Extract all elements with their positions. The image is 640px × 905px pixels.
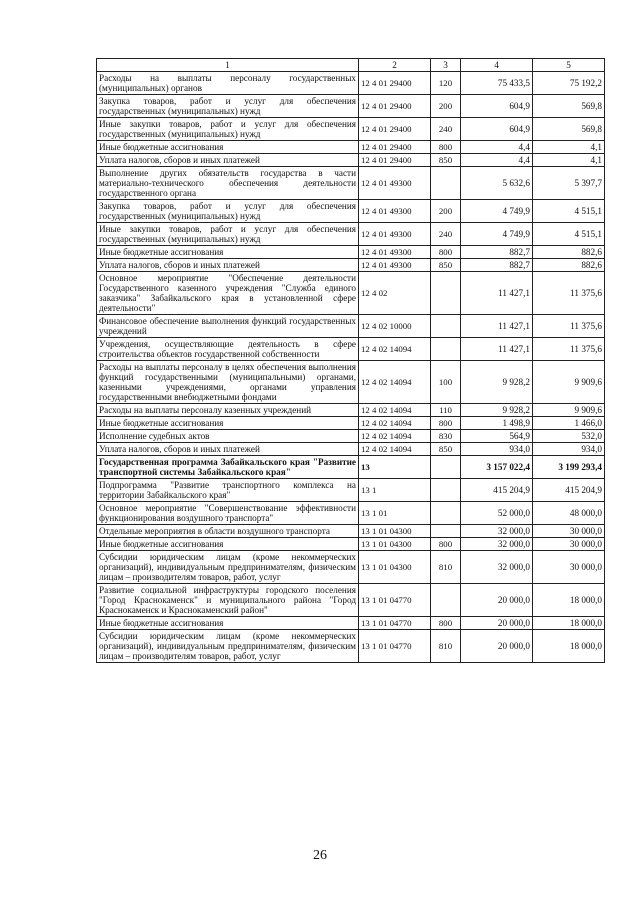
- table-row: [97, 118, 605, 141]
- row-value-year-2: 4,1: [533, 141, 605, 154]
- row-value-year-2: 30 000,0: [533, 551, 605, 584]
- row-value-year-1: 75 433,5: [461, 72, 533, 95]
- table-header-row: [97, 59, 605, 72]
- row-value-year-1: 604,9: [461, 95, 533, 118]
- row-expense-type: 200: [431, 95, 461, 118]
- row-value-year-1: 52 000,0: [461, 502, 533, 525]
- row-value-year-2: 48 000,0: [533, 502, 605, 525]
- row-name: Иные бюджетные ассигнования: [97, 246, 359, 259]
- table-row: [97, 361, 605, 404]
- row-name: Иные бюджетные ассигнования: [97, 141, 359, 154]
- row-value-year-2: 532,0: [533, 430, 605, 443]
- row-value-year-2: 1 466,0: [533, 417, 605, 430]
- table-row: [97, 443, 605, 456]
- row-name: Иные закупки товаров, работ и услуг для обеспечения государственных (муниципальных) нужд: [97, 118, 359, 141]
- row-code: 13 1 01: [359, 502, 431, 525]
- row-expense-type: [431, 272, 461, 315]
- row-expense-type: 120: [431, 72, 461, 95]
- row-value-year-2: 569,8: [533, 118, 605, 141]
- row-value-year-1: 5 632,6: [461, 167, 533, 200]
- row-expense-type: 850: [431, 443, 461, 456]
- row-name: Учреждения, осуществляющие деятельность в сфере строительства объектов государственной собственности: [97, 338, 359, 361]
- row-name: Основное мероприятие "Совершенствование эффективности функционирования воздушного транспорта": [97, 502, 359, 525]
- table-row: [97, 584, 605, 617]
- row-expense-type: 830: [431, 430, 461, 443]
- row-value-year-1: 604,9: [461, 118, 533, 141]
- table-row: [97, 502, 605, 525]
- row-value-year-2: 4 515,1: [533, 223, 605, 246]
- row-value-year-1: 11 427,1: [461, 338, 533, 361]
- row-value-year-1: 3 157 022,4: [461, 456, 533, 479]
- row-code: 12 4 02 14094: [359, 361, 431, 404]
- row-expense-type: [431, 456, 461, 479]
- table-row: [97, 551, 605, 584]
- row-value-year-2: 11 375,6: [533, 338, 605, 361]
- row-value-year-1: 9 928,2: [461, 361, 533, 404]
- row-value-year-1: 4,4: [461, 154, 533, 167]
- budget-document: [96, 58, 604, 663]
- row-value-year-2: 30 000,0: [533, 525, 605, 538]
- row-code: 13 1 01 04770: [359, 584, 431, 617]
- row-value-year-2: 9 909,6: [533, 361, 605, 404]
- row-name: Государственная программа Забайкальского края "Развитие транспортной системы Забайкальского края": [97, 456, 359, 479]
- row-name: Уплата налогов, сборов и иных платежей: [97, 259, 359, 272]
- row-expense-type: 240: [431, 223, 461, 246]
- row-code: 12 4 02 14094: [359, 404, 431, 417]
- row-name: Закупка товаров, работ и услуг для обеспечения государственных (муниципальных) нужд: [97, 200, 359, 223]
- row-value-year-1: 934,0: [461, 443, 533, 456]
- row-value-year-2: 30 000,0: [533, 538, 605, 551]
- row-value-year-2: 11 375,6: [533, 272, 605, 315]
- row-value-year-2: 5 397,7: [533, 167, 605, 200]
- row-value-year-1: 32 000,0: [461, 538, 533, 551]
- row-value-year-2: 4 515,1: [533, 200, 605, 223]
- row-name: Уплата налогов, сборов и иных платежей: [97, 154, 359, 167]
- row-expense-type: 810: [431, 551, 461, 584]
- row-value-year-2: 18 000,0: [533, 584, 605, 617]
- table-row: [97, 479, 605, 502]
- row-code: 12 4 01 49300: [359, 200, 431, 223]
- row-value-year-1: 415 204,9: [461, 479, 533, 502]
- table-row: [97, 525, 605, 538]
- table-row: [97, 417, 605, 430]
- header-col-4: 4: [461, 59, 533, 72]
- row-value-year-1: 4,4: [461, 141, 533, 154]
- row-code: 12 4 02 14094: [359, 443, 431, 456]
- row-code: 12 4 01 29400: [359, 154, 431, 167]
- row-expense-type: 800: [431, 417, 461, 430]
- row-code: 12 4 02 10000: [359, 315, 431, 338]
- row-value-year-1: 564,9: [461, 430, 533, 443]
- row-value-year-2: 882,6: [533, 259, 605, 272]
- row-name: Иные бюджетные ассигнования: [97, 538, 359, 551]
- row-expense-type: 110: [431, 404, 461, 417]
- row-value-year-1: 882,7: [461, 246, 533, 259]
- row-expense-type: [431, 584, 461, 617]
- table-body: [97, 72, 605, 663]
- row-expense-type: [431, 502, 461, 525]
- table-row: [97, 630, 605, 663]
- row-expense-type: 800: [431, 246, 461, 259]
- budget-table: [96, 58, 605, 663]
- row-value-year-2: 75 192,2: [533, 72, 605, 95]
- row-name: Иные бюджетные ассигнования: [97, 617, 359, 630]
- row-value-year-2: 11 375,6: [533, 315, 605, 338]
- row-name: Субсидии юридическим лицам (кроме некоммерческих организаций), индивидуальным предпринимателям, физическим лицам – производителям товаров, работ, услуг: [97, 551, 359, 584]
- row-value-year-1: 32 000,0: [461, 551, 533, 584]
- row-expense-type: [431, 525, 461, 538]
- row-value-year-1: 9 928,2: [461, 404, 533, 417]
- table-row: [97, 246, 605, 259]
- row-name: Финансовое обеспечение выполнения функций государственных учреждений: [97, 315, 359, 338]
- row-name: Развитие социальной инфраструктуры городского поселения "Город Краснокаменск" и муниципального района "Город Краснокаменск и Краснокаменский район": [97, 584, 359, 617]
- row-name: Закупка товаров, работ и услуг для обеспечения государственных (муниципальных) нужд: [97, 95, 359, 118]
- row-code: 13: [359, 456, 431, 479]
- row-name: Отдельные мероприятия в области воздушного транспорта: [97, 525, 359, 538]
- row-value-year-1: 4 749,9: [461, 223, 533, 246]
- row-name: Иные бюджетные ассигнования: [97, 417, 359, 430]
- row-code: 12 4 01 49300: [359, 246, 431, 259]
- table-row: [97, 154, 605, 167]
- row-expense-type: 850: [431, 154, 461, 167]
- row-name: Исполнение судебных актов: [97, 430, 359, 443]
- row-value-year-1: 4 749,9: [461, 200, 533, 223]
- table-row: [97, 200, 605, 223]
- row-value-year-2: 9 909,6: [533, 404, 605, 417]
- table-row: [97, 272, 605, 315]
- row-code: 13 1 01 04770: [359, 617, 431, 630]
- row-value-year-2: 18 000,0: [533, 617, 605, 630]
- row-value-year-1: 11 427,1: [461, 272, 533, 315]
- row-code: 12 4 01 29400: [359, 118, 431, 141]
- row-expense-type: 810: [431, 630, 461, 663]
- row-expense-type: 800: [431, 538, 461, 551]
- row-expense-type: [431, 338, 461, 361]
- table-row: [97, 141, 605, 154]
- row-expense-type: [431, 167, 461, 200]
- row-code: 12 4 01 49300: [359, 167, 431, 200]
- row-code: 12 4 02 14094: [359, 430, 431, 443]
- row-expense-type: 200: [431, 200, 461, 223]
- row-value-year-1: 1 498,9: [461, 417, 533, 430]
- row-code: 13 1 01 04300: [359, 551, 431, 584]
- row-code: 12 4 01 29400: [359, 141, 431, 154]
- row-code: 12 4 01 29400: [359, 95, 431, 118]
- table-row: [97, 456, 605, 479]
- row-name: Расходы на выплаты персоналу в целях обеспечения выполнения функций государственными (муниципальными) органами, казенными учреждениями, органами управления государственными внебюджетными фондами: [97, 361, 359, 404]
- table-row: [97, 338, 605, 361]
- row-value-year-1: 20 000,0: [461, 584, 533, 617]
- row-code: 12 4 01 29400: [359, 72, 431, 95]
- header-col-5: 5: [533, 59, 605, 72]
- row-name: Уплата налогов, сборов и иных платежей: [97, 443, 359, 456]
- row-expense-type: 240: [431, 118, 461, 141]
- row-value-year-2: 415 204,9: [533, 479, 605, 502]
- table-row: [97, 430, 605, 443]
- row-code: 13 1: [359, 479, 431, 502]
- row-code: 12 4 01 49300: [359, 259, 431, 272]
- row-expense-type: 850: [431, 259, 461, 272]
- row-expense-type: [431, 315, 461, 338]
- table-row: [97, 538, 605, 551]
- row-value-year-1: 20 000,0: [461, 617, 533, 630]
- row-name: Иные закупки товаров, работ и услуг для обеспечения государственных (муниципальных) нужд: [97, 223, 359, 246]
- row-name: Подпрограмма "Развитие транспортного комплекса на территории Забайкальского края": [97, 479, 359, 502]
- row-value-year-1: 11 427,1: [461, 315, 533, 338]
- row-code: 12 4 02 14094: [359, 338, 431, 361]
- table-row: [97, 259, 605, 272]
- table-row: [97, 315, 605, 338]
- page-number: 26: [313, 848, 327, 863]
- row-expense-type: 800: [431, 617, 461, 630]
- header-col-3: 3: [431, 59, 461, 72]
- row-value-year-2: 3 199 293,4: [533, 456, 605, 479]
- header-col-2: 2: [359, 59, 431, 72]
- row-value-year-2: 569,8: [533, 95, 605, 118]
- row-code: 13 1 01 04770: [359, 630, 431, 663]
- row-expense-type: 100: [431, 361, 461, 404]
- row-value-year-1: 32 000,0: [461, 525, 533, 538]
- row-value-year-1: 20 000,0: [461, 630, 533, 663]
- row-code: 13 1 01 04300: [359, 525, 431, 538]
- row-expense-type: 800: [431, 141, 461, 154]
- row-code: 13 1 01 04300: [359, 538, 431, 551]
- row-code: 12 4 02: [359, 272, 431, 315]
- row-value-year-2: 882,6: [533, 246, 605, 259]
- row-code: 12 4 02 14094: [359, 417, 431, 430]
- table-row: [97, 95, 605, 118]
- row-value-year-1: 882,7: [461, 259, 533, 272]
- row-code: 12 4 01 49300: [359, 223, 431, 246]
- table-row: [97, 223, 605, 246]
- row-value-year-2: 934,0: [533, 443, 605, 456]
- table-row: [97, 72, 605, 95]
- row-name: Субсидии юридическим лицам (кроме некоммерческих организаций), индивидуальным предпринимателям, физическим лицам – производителям товаров, работ, услуг: [97, 630, 359, 663]
- table-row: [97, 617, 605, 630]
- row-value-year-2: 4,1: [533, 154, 605, 167]
- row-expense-type: [431, 479, 461, 502]
- row-name: Основное мероприятие "Обеспечение деятельности Государственного казенного учреждения "Служба единого заказчика" Забайкальского края в установленной сфере деятельности": [97, 272, 359, 315]
- row-value-year-2: 18 000,0: [533, 630, 605, 663]
- table-row: [97, 404, 605, 417]
- table-row: [97, 167, 605, 200]
- row-name: Выполнение других обязательств государства в части материально-технического обеспечения деятельности государственного органа: [97, 167, 359, 200]
- row-name: Расходы на выплаты персоналу государственных (муниципальных) органов: [97, 72, 359, 95]
- header-col-1: 1: [97, 59, 359, 72]
- row-name: Расходы на выплаты персоналу казенных учреждений: [97, 404, 359, 417]
